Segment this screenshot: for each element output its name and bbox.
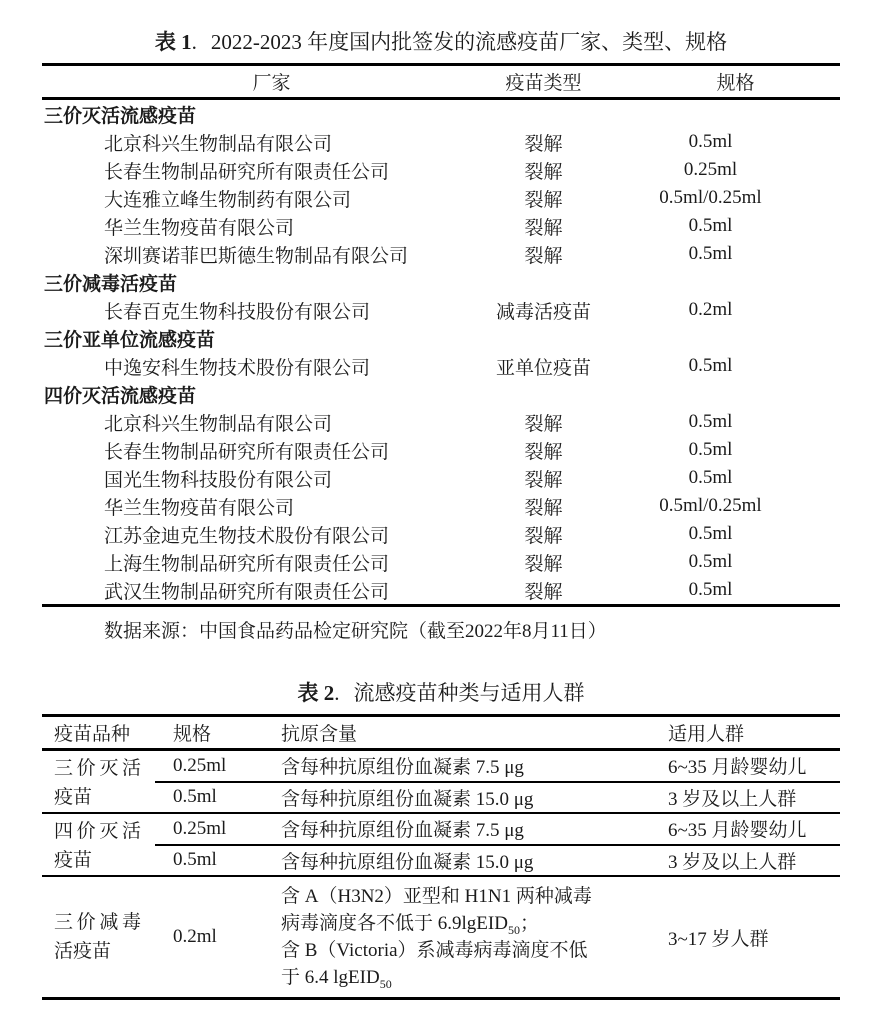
table1 bbox=[42, 63, 840, 607]
manufacturer-cell: 国光生物科技股份有限公司 bbox=[104, 469, 333, 491]
population-cell: 6~35 月龄婴幼儿 bbox=[660, 750, 840, 782]
table2-title-sep: . bbox=[334, 681, 340, 705]
column-header-manufacturer: 厂家 bbox=[42, 65, 456, 99]
table-row bbox=[42, 548, 840, 576]
table2-title-label: 表 2 bbox=[297, 681, 335, 705]
spec-cell: 0.25ml bbox=[155, 813, 265, 845]
antigen-cell bbox=[265, 876, 660, 999]
antigen-text: 于 6.4 lgEID bbox=[281, 967, 380, 988]
antigen-line bbox=[281, 910, 660, 937]
table-row bbox=[42, 156, 840, 184]
table1-header-row bbox=[42, 65, 840, 99]
vaccine-type-cell: 裂解 bbox=[524, 161, 563, 183]
spec-cell: 0.5ml/0.25ml bbox=[659, 187, 762, 208]
manufacturer-cell: 华兰生物疫苗有限公司 bbox=[104, 217, 295, 239]
column-header-variety: 疫苗品种 bbox=[42, 716, 155, 750]
section-header-row bbox=[42, 380, 840, 408]
antigen-line bbox=[281, 883, 660, 910]
table-row bbox=[42, 408, 840, 436]
spec-cell: 0.5ml bbox=[688, 439, 733, 460]
antigen-cell: 含每种抗原组份血凝素 15.0 μg bbox=[265, 845, 660, 877]
table-row bbox=[42, 212, 840, 240]
vaccine-type-cell: 裂解 bbox=[524, 469, 563, 491]
table-row bbox=[42, 464, 840, 492]
vaccine-type-cell: 减毒活疫苗 bbox=[495, 301, 591, 323]
table2 bbox=[42, 714, 840, 1000]
vaccine-type-cell: 裂解 bbox=[524, 189, 563, 211]
antigen-cell: 含每种抗原组份血凝素 7.5 μg bbox=[265, 750, 660, 782]
manufacturer-cell: 深圳赛诺菲巴斯德生物制品有限公司 bbox=[104, 245, 409, 267]
spec-cell: 0.5ml bbox=[688, 355, 733, 376]
table1-title bbox=[42, 26, 840, 56]
table-row bbox=[42, 576, 840, 606]
manufacturer-cell: 中逸安科生物技术股份有限公司 bbox=[104, 357, 371, 379]
spec-cell: 0.5ml bbox=[688, 215, 733, 236]
population-cell: 3 岁及以上人群 bbox=[660, 782, 840, 814]
vaccine-type-cell: 裂解 bbox=[524, 525, 563, 547]
table-row bbox=[42, 520, 840, 548]
table-row bbox=[42, 845, 840, 877]
table1-footnote: 数据来源：中国食品药品检定研究院（截至2022年8月11日） bbox=[104, 621, 607, 642]
variety-cell: 四价灭活疫苗 bbox=[42, 813, 155, 876]
section-header: 三价亚单位流感疫苗 bbox=[44, 329, 216, 351]
variety-cell: 三价灭活疫苗 bbox=[42, 750, 155, 814]
antigen-text: 病毒滴度各不低于 6.9lgEID bbox=[281, 913, 508, 934]
vaccine-type-cell: 裂解 bbox=[524, 581, 563, 603]
antigen-line bbox=[281, 964, 660, 991]
column-header-spec: 规格 bbox=[631, 65, 840, 99]
table2-header-row bbox=[42, 716, 840, 750]
population-cell: 3 岁及以上人群 bbox=[660, 845, 840, 877]
antigen-text: 含 A（H3N2）亚型和 H1N1 两种减毒 bbox=[281, 886, 592, 907]
table1-title-sep: . bbox=[191, 30, 197, 54]
section-header: 三价减毒活疫苗 bbox=[44, 273, 178, 295]
table-row bbox=[42, 813, 840, 845]
vaccine-type-cell: 裂解 bbox=[524, 133, 563, 155]
subscript-50: 50 bbox=[507, 922, 520, 937]
spec-cell: 0.5ml bbox=[688, 523, 733, 544]
manufacturer-cell: 北京科兴生物制品有限公司 bbox=[104, 413, 333, 435]
table2-title-text: 流感疫苗种类与适用人群 bbox=[353, 681, 585, 705]
spec-cell: 0.25ml bbox=[155, 750, 265, 782]
manufacturer-cell: 上海生物制品研究所有限责任公司 bbox=[104, 553, 390, 575]
manufacturer-cell: 长春生物制品研究所有限责任公司 bbox=[104, 161, 390, 183]
table-row bbox=[42, 128, 840, 156]
column-header-spec: 规格 bbox=[155, 716, 265, 750]
vaccine-type-cell: 裂解 bbox=[524, 413, 563, 435]
column-header-population: 适用人群 bbox=[660, 716, 840, 750]
table-row bbox=[42, 352, 840, 380]
column-header-antigen: 抗原含量 bbox=[265, 716, 660, 750]
section-header-row bbox=[42, 99, 840, 129]
spec-cell: 0.5ml bbox=[688, 467, 733, 488]
column-header-vaccine-type: 疫苗类型 bbox=[456, 65, 631, 99]
manufacturer-cell: 北京科兴生物制品有限公司 bbox=[104, 133, 333, 155]
spec-cell: 0.5ml bbox=[688, 243, 733, 264]
subscript-50: 50 bbox=[379, 976, 392, 991]
table-row bbox=[42, 184, 840, 212]
table-row bbox=[42, 876, 840, 999]
table-row bbox=[42, 436, 840, 464]
manufacturer-cell: 江苏金迪克生物技术股份有限公司 bbox=[104, 525, 390, 547]
manufacturer-cell: 武汉生物制品研究所有限责任公司 bbox=[104, 581, 390, 603]
table-row bbox=[42, 782, 840, 814]
section-header: 三价灭活流感疫苗 bbox=[44, 105, 197, 127]
population-cell: 3~17 岁人群 bbox=[668, 928, 769, 950]
spec-cell: 0.2ml bbox=[688, 299, 733, 320]
table2-title bbox=[42, 677, 840, 707]
spec-cell: 0.5ml bbox=[688, 579, 733, 600]
vaccine-type-cell: 裂解 bbox=[524, 441, 563, 463]
variety-cell: 三价减毒活疫苗 bbox=[54, 912, 141, 962]
spec-cell: 0.5ml bbox=[155, 845, 265, 877]
manufacturer-cell: 大连雅立峰生物制药有限公司 bbox=[104, 189, 352, 211]
manufacturer-cell: 长春生物制品研究所有限责任公司 bbox=[104, 441, 390, 463]
table-row bbox=[42, 492, 840, 520]
antigen-text: ； bbox=[519, 913, 539, 934]
table1-title-text: 2022-2023 年度国内批签发的流感疫苗厂家、类型、规格 bbox=[210, 30, 728, 54]
antigen-text: 含 B（Victoria）系减毒病毒滴度不低 bbox=[281, 940, 588, 961]
population-cell: 6~35 月龄婴幼儿 bbox=[660, 813, 840, 845]
section-header-row bbox=[42, 268, 840, 296]
table-row bbox=[42, 750, 840, 782]
manufacturer-cell: 华兰生物疫苗有限公司 bbox=[104, 497, 295, 519]
manufacturer-cell: 长春百克生物科技股份有限公司 bbox=[104, 301, 371, 323]
spec-cell: 0.5ml/0.25ml bbox=[659, 495, 762, 516]
spec-cell: 0.5ml bbox=[688, 551, 733, 572]
spec-cell: 0.25ml bbox=[683, 159, 738, 180]
antigen-multiline bbox=[281, 877, 660, 997]
spec-cell: 0.5ml bbox=[688, 131, 733, 152]
spec-cell: 0.2ml bbox=[173, 926, 217, 947]
vaccine-type-cell: 亚单位疫苗 bbox=[495, 357, 591, 379]
spec-cell: 0.5ml bbox=[688, 411, 733, 432]
antigen-cell: 含每种抗原组份血凝素 15.0 μg bbox=[265, 782, 660, 814]
table1-title-label: 表 1 bbox=[154, 30, 192, 54]
vaccine-type-cell: 裂解 bbox=[524, 497, 563, 519]
spec-cell: 0.5ml bbox=[155, 782, 265, 814]
section-header-row bbox=[42, 324, 840, 352]
table-row bbox=[42, 240, 840, 268]
vaccine-type-cell: 裂解 bbox=[524, 245, 563, 267]
table2-block bbox=[42, 677, 838, 1000]
vaccine-type-cell: 裂解 bbox=[524, 553, 563, 575]
vaccine-type-cell: 裂解 bbox=[524, 217, 563, 239]
table-row bbox=[42, 296, 840, 324]
section-header: 四价灭活流感疫苗 bbox=[44, 385, 197, 407]
antigen-line bbox=[281, 937, 660, 964]
antigen-cell: 含每种抗原组份血凝素 7.5 μg bbox=[265, 813, 660, 845]
